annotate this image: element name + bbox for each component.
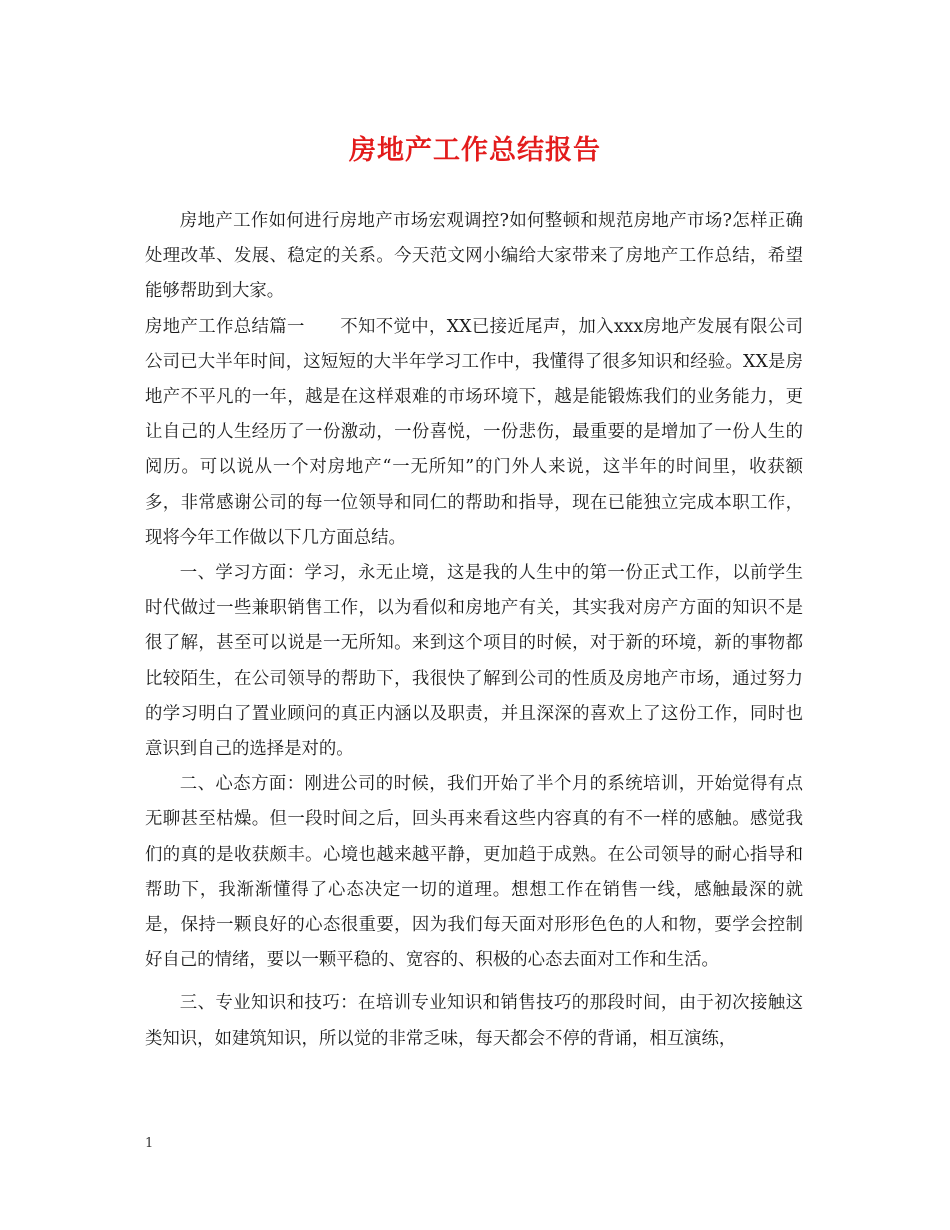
- paragraph-mindset: 二、心态方面：刚进公司的时候，我们开始了半个月的系统培训，开始觉得有点无聊甚至枯燥。但一段时间之后，回头再来看这些内容真的有不一样的感触。感觉我们的真的是收获颇丰。心境也越来越平静，更加趋于成熟。在公司领导的耐心指导和帮助下，我渐渐懂得了心态决定一切的道理。想想工作在销售一线，感触最深的就是，保持一颗良好的心态很重要，因为我们每天面对形形色色的人和物，要学会控制好自己的情绪，要以一颗平稳的、宽容的、积极的心态去面对工作和生活。: [145, 774, 803, 971]
- paragraph-skills: 三、专业知识和技巧：在培训专业知识和销售技巧的那段时间，由于初次接触这类知识，如建筑知识，所以觉的非常乏味，每天都会不停的背诵，相互演练，: [145, 993, 803, 1049]
- paragraph-section-one: 房地产工作总结篇一 不知不觉中，XX已接近尾声，加入xxx房地产发展有限公司公司已大半年时间，这短短的大半年学习工作中，我懂得了很多知识和经验。XX是房地产不平凡的一年，越是在这样艰难的市场环境下，越是能锻炼我们的业务能力，更让自己的人生经历了一份激动，一份喜悦，一份悲伤，最重要的是增加了一份人生的阅历。可以说从一个对房地产“一无所知”的门外人来说，这半年的时间里，收获额多，非常感谢公司的每一位领导和同仁的帮助和指导，现在已能独立完成本职工作，现将今年工作做以下几方面总结。: [145, 316, 803, 548]
- paragraph-study: 一、学习方面：学习，永无止境，这是我的人生中的第一份正式工作，以前学生时代做过一些兼职销售工作，以为看似和房地产有关，其实我对房产方面的知识不是很了解，甚至可以说是一无所知。来到这个项目的时候，对于新的环境，新的事物都比较陌生，在公司领导的帮助下，我很快了解到公司的性质及房地产市场，通过努力的学习明白了置业顾问的真正内涵以及职责，并且深深的喜欢上了这份工作，同时也意识到自己的选择是对的。: [145, 563, 803, 760]
- paragraph-intro: 房地产工作如何进行房地产市场宏观调控?如何整顿和规范房地产市场?怎样正确处理改革、发展、稳定的关系。今天范文网小编给大家带来了房地产工作总结，希望能够帮助到大家。: [145, 211, 803, 302]
- document-body: [145, 204, 803, 1057]
- page-number: 1: [145, 1136, 154, 1151]
- document-title: 房地产工作总结报告: [349, 135, 601, 166]
